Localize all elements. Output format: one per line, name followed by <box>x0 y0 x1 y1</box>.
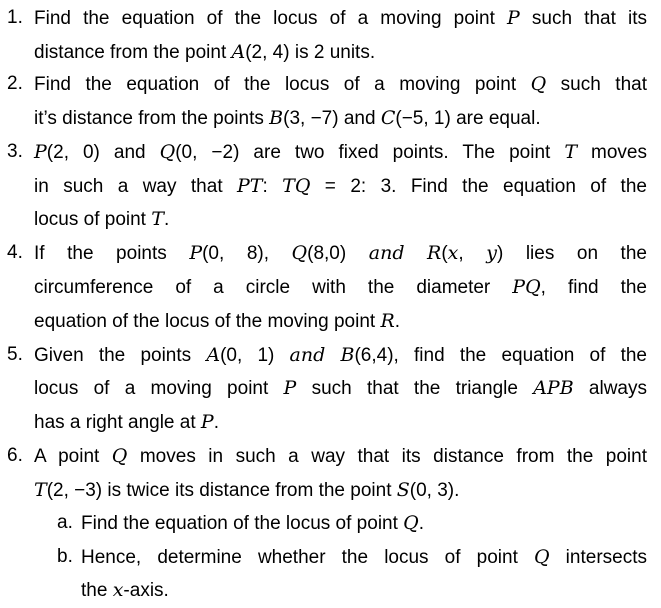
question-number: 6. <box>7 445 23 466</box>
part-line: Find the equation of the locus of point Q. <box>81 512 425 534</box>
question-line: has a right angle at P. <box>34 411 219 433</box>
question-number: 5. <box>7 344 23 365</box>
question-line: distance from the point A(2, 4) is 2 units. <box>34 41 376 63</box>
question-line: Find the equation of the locus of a moving point Q such that <box>34 73 647 95</box>
part-label: b. <box>57 546 73 567</box>
question-line: in such a way that PT: TQ = 2: 3. Find the equation of the <box>34 175 647 197</box>
question-line: circumference of a circle with the diameter PQ, find the <box>34 276 648 298</box>
question-line: T(2, −3) is twice its distance from the point S(0, 3). <box>34 479 460 501</box>
question-line: P(2, 0) and Q(0, −2) are two fixed points. The point T moves <box>34 141 647 163</box>
question-line: it’s distance from the points B(3, −7) and C(−5, 1) are equal. <box>34 107 541 129</box>
question-number: 2. <box>7 73 23 94</box>
question-line: Find the equation of the locus of a moving point P such that its <box>34 7 647 29</box>
part-line: Hence, determine whether the locus of point Q intersects <box>81 546 647 568</box>
part-label: a. <box>57 512 73 533</box>
question-number: 1. <box>7 7 23 28</box>
question-line: A point Q moves in such a way that its distance from the point <box>34 445 647 467</box>
question-line: equation of the locus of the moving point R. <box>34 310 401 332</box>
question-number: 3. <box>7 141 23 162</box>
part-line: the x-axis. <box>81 579 169 601</box>
question-line: locus of a moving point P such that the triangle APB always <box>34 377 647 399</box>
question-line: Given the points A(0, 1) and B(6,4), find the equation of the <box>34 344 647 366</box>
question-line: If the points P(0, 8), Q(8,0) and R(x, y) lies on the <box>34 242 647 264</box>
question-line: locus of point T. <box>34 208 170 230</box>
question-number: 4. <box>7 242 23 263</box>
